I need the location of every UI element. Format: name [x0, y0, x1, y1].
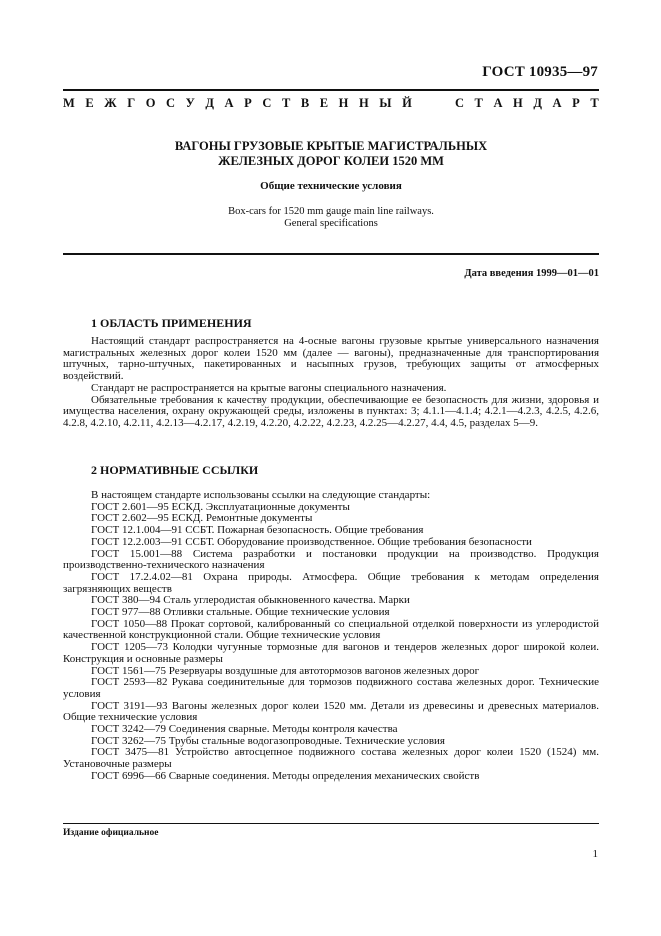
- reference-item: ГОСТ 2.601—95 ЕСКД. Эксплуатационные документы: [91, 500, 350, 513]
- banner-letter: Т: [281, 96, 291, 110]
- banner-letter: Н: [513, 96, 523, 110]
- reference-item: ГОСТ 3191—93 Вагоны железных дорог колеи 1520 мм. Детали из древесины и древесных материалов. Общие технические условия: [63, 699, 599, 724]
- banner-letter: Г: [127, 96, 136, 110]
- banner-letter: А: [493, 96, 503, 110]
- document-title: [63, 139, 599, 169]
- reference-item: ГОСТ 1561—75 Резервуары воздушные для автотормозов вагонов железных дорог: [91, 664, 480, 677]
- reference-item: ГОСТ 380—94 Сталь углеродистая обыкновенного качества. Марки: [91, 594, 410, 607]
- banner-letter: Ж: [104, 96, 117, 110]
- section-2-heading: 2 НОРМАТИВНЫЕ ССЫЛКИ: [91, 463, 259, 477]
- reference-item: ГОСТ 17.2.4.02—81 Охрана природы. Атмосфера. Общие требования к методам определения загрязняющих веществ: [63, 570, 599, 595]
- banner-letter: С: [166, 96, 176, 110]
- reference-item: ГОСТ 1205—73 Колодки чугунные тормозные для вагонов и тендеров железных дорог широкой колеи. Конструкция и основные размеры: [63, 641, 599, 665]
- banner-letter: Р: [244, 96, 252, 110]
- banner-letter: С: [454, 96, 464, 110]
- title-line-1: ВАГОНЫ ГРУЗОВЫЕ КРЫТЫЕ МАГИСТРАЛЬНЫХ: [174, 139, 488, 153]
- banner-letter: Д: [533, 96, 542, 110]
- date-introduced: Дата введения 1999—01—01: [464, 268, 599, 279]
- reference-item: ГОСТ 12.1.004—91 ССБТ. Пожарная безопасность. Общие требования: [91, 524, 424, 537]
- banner-letter: О: [145, 96, 156, 110]
- section-1-body: [63, 336, 599, 430]
- reference-item: ГОСТ 15.001—88 Система разработки и постановки продукции на производство. Продукция производственно-технического назначения: [63, 547, 599, 572]
- banner-letter: Т: [590, 96, 599, 110]
- reference-item: ГОСТ 3475—81 Устройство автосцепное подвижного состава железных дорог колеи 1520 (1524) мм. Установочные размеры: [63, 746, 599, 771]
- reference-item: ГОСТ 2.602—95 ЕСКД. Ремонтные документы: [91, 512, 313, 525]
- reference-item: ГОСТ 6996—66 Сварные соединения. Методы определения механических свойств: [91, 769, 480, 782]
- reference-item: ГОСТ 3262—75 Трубы стальные водогазопроводные. Технические условия: [91, 734, 445, 747]
- banner-letter: Т: [474, 96, 483, 110]
- references-list: [63, 490, 599, 783]
- paragraph: Настоящий стандарт распространяется на 4-осные вагоны грузовые крытые универсального назначения магистральных железных дорог колеи 1520 мм (далее — вагоны), предназначенные для транспортирования штучных, тарно-штучных, пакетированных и насыпных грузов, требующих защиты от атмосферных воздействий.: [63, 335, 599, 383]
- banner-letter: Д: [205, 96, 214, 110]
- gost-code: ГОСТ 10935—97: [482, 64, 598, 80]
- banner-letter: Н: [338, 96, 349, 110]
- reference-item: ГОСТ 977—88 Отливки стальные. Общие технические условия: [91, 606, 390, 619]
- banner-letter: А: [552, 96, 562, 110]
- banner-letter: Р: [572, 96, 580, 110]
- references-intro: В настоящем стандарте использованы ссылки на следующие стандарты:: [91, 489, 431, 501]
- footer-rule: [63, 823, 599, 824]
- banner-letter: Ы: [379, 96, 392, 110]
- banner-letter: С: [262, 96, 272, 110]
- reference-item: ГОСТ 3242—79 Соединения сварные. Методы контроля качества: [91, 723, 398, 736]
- banner-letter: В: [300, 96, 310, 110]
- banner-gap: [422, 96, 444, 111]
- banner-letter: У: [185, 96, 195, 110]
- reference-item: ГОСТ 12.2.003—91 ССБТ. Оборудование производственное. Общие требования безопасности: [91, 535, 532, 548]
- standard-banner: [63, 96, 599, 111]
- top-rule: [63, 89, 599, 91]
- title-line-2: ЖЕЛЕЗНЫХ ДОРОГ КОЛЕИ 1520 ММ: [218, 154, 444, 168]
- paragraph: Стандарт не распространяется на крытые вагоны специального назначения.: [91, 381, 447, 394]
- banner-letter: Й: [402, 96, 412, 110]
- banner-letter: Е: [319, 96, 329, 110]
- title-rule: [63, 253, 599, 255]
- banner-letter: Е: [85, 96, 94, 110]
- banner-letter: М: [63, 96, 75, 110]
- english-title: [63, 206, 599, 230]
- edition-label: Издание официальное: [63, 828, 159, 838]
- reference-item: ГОСТ 2593—82 Рукава соединительные для тормозов подвижного состава железных дорог. Технические условия: [63, 676, 599, 700]
- english-title-line-2: General specifications: [284, 218, 378, 229]
- reference-item: ГОСТ 1050—88 Прокат сортовой, калиброванный со специальной отделкой поверхности из углеродистой качественной конструкционной стали. Общие технические условия: [63, 617, 599, 642]
- paragraph: Обязательные требования к качеству продукции, обеспечивающие ее безопасность для жизни, здоровья и имущества населения, охрану окружающей среды, изложены в пунктах: 3; 4.1.1—4.1.4; 4.2.1—4.2.3, 4.2.5, 4.2.6, 4.2.8, 4.2.10, 4.2.11, 4.2.13—4.2.17, 4.2.19, 4.2.20, 4.2.22, 4.2.23, 4.2.25—4.2.27, 4.4, 4.5, разделах 5—9.: [63, 393, 599, 429]
- english-title-line-1: Box-cars for 1520 mm gauge main line railways.: [228, 206, 434, 217]
- banner-letter: А: [224, 96, 234, 110]
- banner-letter: Н: [358, 96, 369, 110]
- section-1-heading: 1 ОБЛАСТЬ ПРИМЕНЕНИЯ: [91, 316, 252, 330]
- page-number: 1: [592, 848, 598, 860]
- document-subtitle: Общие технические условия: [260, 180, 402, 192]
